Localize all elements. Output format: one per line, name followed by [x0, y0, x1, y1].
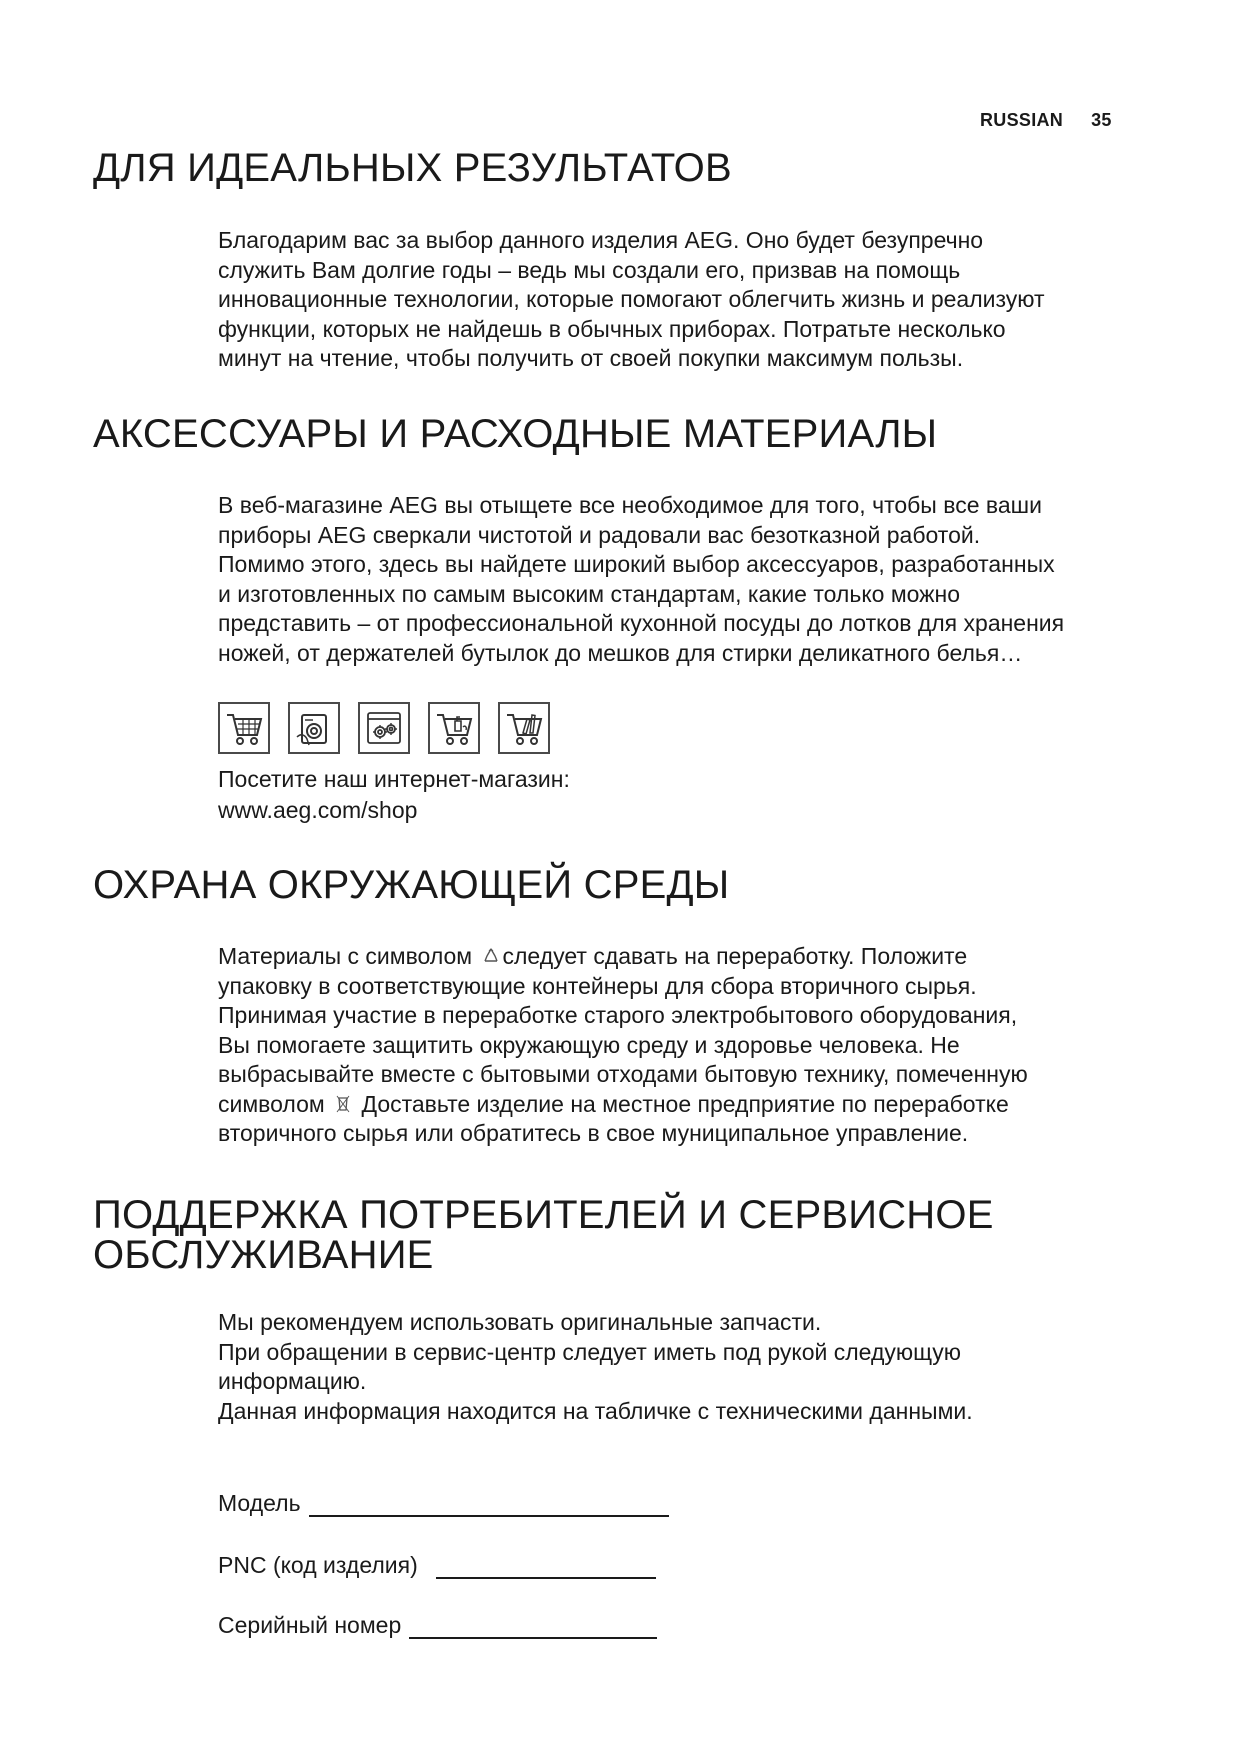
model-label: Модель — [218, 1490, 301, 1516]
text-line: Мы рекомендуем использовать оригинальные запчасти. — [218, 1309, 822, 1335]
text-line: и изготовленных по самым высоким стандартам, какие только можно — [218, 580, 961, 607]
text-line: Вы помогаете защитить окружающую среду и здоровье человека. Не — [218, 1031, 960, 1058]
text-line: выбрасывайте вместе с бытовыми отходами бытовую технику, помеченную — [218, 1061, 1028, 1087]
title-line: ПОДДЕРЖКА ПОТРЕБИТЕЛЕЙ И СЕРВИСНОЕ — [93, 1193, 994, 1237]
text-line: служить Вам долгие годы – ведь мы создали его, призвав на помощь — [218, 256, 961, 283]
text-line: При обращении в сервис-центр следует иметь под рукой следующую — [218, 1338, 962, 1365]
text-segment: символом — [218, 1090, 325, 1117]
serial-field — [218, 1612, 657, 1639]
text-line: Принимая участие в переработке старого электробытового оборудования, — [218, 1002, 1018, 1028]
section-title-results: ДЛЯ ИДЕАЛЬНЫХ РЕЗУЛЬТАТОВ — [93, 146, 732, 190]
results-paragraph — [218, 226, 1045, 374]
text-line: Данная информация находится на табличке с техническими данными. — [218, 1397, 973, 1424]
section-title-support — [93, 1195, 994, 1275]
page-header — [980, 110, 1112, 131]
text-line: В веб-магазине AEG вы отыщете все необходимое для того, чтобы все ваши — [218, 492, 1042, 518]
serial-blank-line — [409, 1615, 657, 1639]
model-field — [218, 1490, 669, 1517]
text-line: вторичного сырья или обратитесь в свое муниципальное управление. — [218, 1120, 969, 1146]
model-blank-line — [309, 1493, 669, 1517]
page-number: 35 — [1091, 110, 1112, 130]
section-title-accessories: АКСЕССУАРЫ И РАСХОДНЫЕ МАТЕРИАЛЫ — [93, 412, 938, 456]
language-label: RUSSIAN — [980, 110, 1064, 130]
text-line: минут на чтение, чтобы получить от своей покупки максимум пользы. — [218, 345, 964, 371]
text-segment: следует сдавать на переработку. Положите — [502, 943, 968, 969]
environment-paragraph — [218, 942, 1028, 1149]
shop-visit-block — [218, 764, 570, 826]
section-title-environment: ОХРАНА ОКРУЖАЮЩЕЙ СРЕДЫ — [93, 863, 730, 907]
text-line: представить – от профессиональной кухонной посуды до лотков для хранения — [218, 610, 1065, 636]
text-line: инновационные технологии, которые помогают облегчить жизнь и реализуют — [218, 286, 1045, 312]
shop-url-link[interactable]: www.aeg.com/shop — [218, 797, 418, 823]
shopping-cart-icon — [218, 702, 270, 754]
pnc-label: PNC (код изделия) — [218, 1552, 418, 1578]
shop-visit-label: Посетите наш интернет-магазин: — [218, 766, 570, 792]
cart-bottles-icon — [498, 702, 550, 754]
support-paragraph — [218, 1308, 973, 1426]
pnc-field — [218, 1552, 656, 1579]
text-line: информацию. — [218, 1368, 367, 1394]
title-line: ОБСЛУЖИВАНИЕ — [93, 1233, 434, 1277]
serial-label: Серийный номер — [218, 1612, 402, 1638]
shop-icons-row — [218, 702, 568, 754]
recycling-icon — [481, 946, 501, 966]
text-line: Благодарим вас за выбор данного изделия AEG. Оно будет безупречно — [218, 227, 984, 253]
pnc-blank-line — [436, 1555, 656, 1579]
text-line: функции, которых не найдешь в обычных приборах. Потратьте несколько — [218, 315, 1006, 342]
text-line: ножей, от держателей бутылок до мешков для стирки деликатного белья… — [218, 639, 1023, 666]
accessories-paragraph — [218, 491, 1064, 668]
text-segment: Материалы с символом — [218, 943, 473, 969]
text-segment: Доставьте изделие на местное предприятие по переработке — [361, 1090, 1009, 1117]
crossed-out-bin-icon — [333, 1094, 353, 1114]
text-line: приборы AEG сверкали чистотой и радовали вас безотказной работой. — [218, 521, 981, 548]
text-line: Помимо этого, здесь вы найдете широкий выбор аксессуаров, разработанных — [218, 551, 1055, 577]
text-line — [218, 1090, 1028, 1120]
washing-machine-hand-icon — [288, 702, 340, 754]
dishwasher-gear-icon — [358, 702, 410, 754]
text-line — [218, 942, 1028, 972]
text-line: упаковку в соответствующие контейнеры для сбора вторичного сырья. — [218, 972, 977, 999]
cart-cleaning-bottle-icon — [428, 702, 480, 754]
